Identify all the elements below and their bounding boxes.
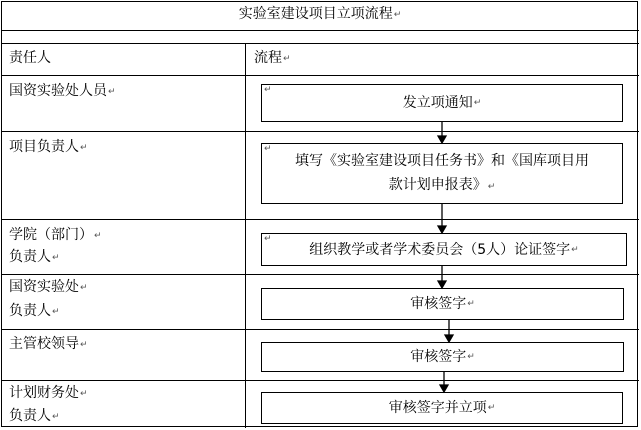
return-mark: ↵ (264, 85, 272, 95)
column-divider (245, 43, 246, 428)
return-mark: ↵ (571, 244, 579, 255)
return-mark: ↵ (94, 231, 102, 241)
header-role-text: 责任人 (9, 50, 51, 66)
role-cell-6-line-2 (9, 405, 60, 428)
role-text: 负责人 (9, 303, 51, 319)
flow-step-text: 审核签字并立项 (388, 400, 487, 416)
flow-step-text: 发立项通知 (402, 95, 473, 111)
row-divider-1 (1, 131, 639, 132)
return-mark: ↵ (487, 403, 496, 413)
flow-step-text: 审核签字 (410, 296, 467, 312)
role-text: 负责人 (9, 408, 51, 424)
page-title-text: 实验室建设项目立项流程 (238, 6, 393, 22)
role-text: 学院（部门） (9, 227, 93, 243)
header-process (254, 47, 291, 70)
return-mark: ↵ (467, 352, 475, 362)
flow-step-box-3 (261, 233, 627, 266)
role-text: 国资实验处 (9, 279, 79, 295)
return-mark: ↵ (80, 340, 88, 350)
row-divider-title (1, 30, 639, 31)
role-cell-3-line-1 (9, 224, 102, 247)
return-mark: ↵ (283, 54, 291, 64)
role-text: 国资实验处人员 (9, 83, 107, 99)
header-process-text: 流程 (254, 50, 282, 66)
return-mark: ↵ (264, 144, 272, 154)
row-divider-5 (1, 380, 639, 381)
flow-step-box-1 (261, 84, 623, 122)
return-mark: ↵ (467, 299, 475, 309)
flow-step-box-4 (261, 288, 624, 320)
role-text: 计划财务处 (9, 385, 79, 401)
flow-step-text-line-2: 款计划申报表》 (388, 176, 487, 193)
role-text: 主管校领导 (9, 336, 79, 352)
role-cell-4-line-2 (9, 300, 60, 323)
role-cell-4-line-1 (9, 276, 88, 299)
role-text: 负责人 (9, 249, 51, 265)
flow-step-text: 组织教学或者学术委员会（5人）论证签字 (309, 241, 571, 258)
return-mark: ↵ (108, 87, 116, 97)
return-mark: ↵ (52, 412, 60, 422)
return-mark: ↵ (80, 389, 88, 399)
role-cell-5 (9, 333, 88, 356)
role-cell-1 (9, 80, 116, 103)
role-cell-6-line-1 (9, 382, 88, 405)
return-mark: ↵ (80, 283, 88, 293)
return-mark: ↵ (473, 98, 482, 108)
return-mark: ↵ (52, 307, 60, 317)
flow-step-text: 审核签字 (410, 349, 467, 365)
flow-step-box-6 (261, 392, 623, 424)
flow-step-box-5 (261, 342, 624, 372)
row-divider-2 (1, 219, 639, 220)
row-divider-header (1, 75, 639, 76)
return-mark: ↵ (80, 143, 88, 153)
role-cell-2 (9, 136, 88, 159)
return-mark: ↵ (487, 181, 496, 192)
header-role (9, 47, 51, 69)
page-title (1, 0, 639, 30)
row-divider-4 (1, 329, 639, 330)
role-text: 项目负责人 (9, 139, 79, 155)
role-cell-3-line-2 (9, 246, 60, 269)
return-mark: ↵ (52, 253, 60, 263)
row-divider-3 (1, 274, 639, 275)
flow-step-box-2 (261, 143, 623, 204)
flow-step-text-line-1: 填写《实验室建设项目任务书》和《国库项目用 (295, 152, 589, 169)
row-divider-header-top (1, 43, 639, 44)
return-mark: ↵ (264, 234, 272, 244)
return-mark: ↵ (393, 10, 402, 20)
